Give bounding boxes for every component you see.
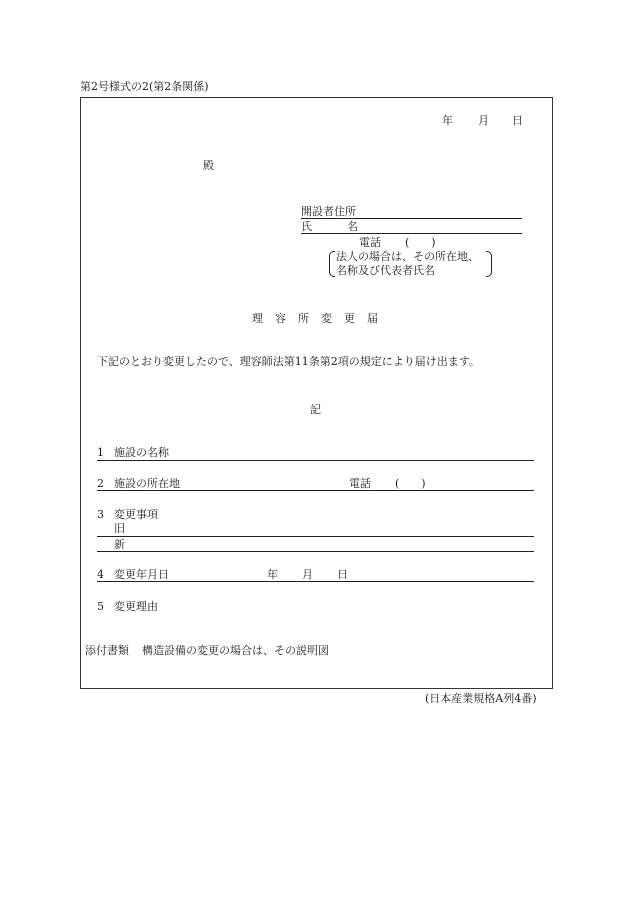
- date-day: 日: [512, 114, 523, 127]
- item-3-old: 旧: [114, 522, 125, 535]
- item-3-number: 3: [97, 508, 104, 521]
- corp-note-line2: 名称及び代表者氏名: [336, 264, 435, 277]
- item-1-underline: [97, 460, 534, 461]
- item-2-underline: [97, 490, 534, 491]
- item-3-new: 新: [114, 538, 125, 551]
- item-3-new-underline: [97, 551, 534, 552]
- date-year: 年: [442, 114, 453, 127]
- item-4-day: 日: [337, 568, 348, 581]
- body-text: 下記のとおり変更したので、理容師法第11条第2項の規定により届け出ます。: [97, 355, 480, 368]
- phone-parens: ( ): [405, 236, 436, 249]
- item-1-number: 1: [97, 446, 104, 459]
- document-title: 理容所変更届: [252, 312, 390, 325]
- item-1-label: 施設の名称: [114, 446, 169, 459]
- address-underline: [301, 218, 522, 219]
- date-month: 月: [478, 114, 489, 127]
- name-label-2: 名: [347, 220, 358, 233]
- item-2-phone-label: 電話: [349, 477, 371, 490]
- address-label: 開設者住所: [301, 205, 356, 218]
- item-4-label: 変更年月日: [114, 568, 169, 581]
- item-4-number: 4: [97, 568, 104, 581]
- attachments-text: 構造設備の変更の場合は、その説明図: [142, 644, 329, 657]
- attachments-label: 添付書類: [85, 644, 129, 657]
- name-underline: [301, 233, 522, 234]
- item-2-label: 施設の所在地: [114, 477, 180, 490]
- item-4-underline: [97, 581, 534, 582]
- item-2-number: 2: [97, 477, 104, 490]
- jis-standard-note: (日本産業規格A列4番): [425, 692, 537, 705]
- item-4-month: 月: [302, 568, 313, 581]
- phone-label: 電話: [359, 236, 381, 249]
- bracket-left: [329, 251, 335, 277]
- item-4-year: 年: [267, 568, 278, 581]
- item-5-label: 変更理由: [114, 600, 158, 613]
- ki-label: 記: [310, 403, 321, 416]
- addressee-suffix: 殿: [203, 159, 214, 172]
- corp-note-line1: 法人の場合は、その所在地、: [336, 250, 479, 263]
- name-label-1: 氏: [301, 220, 312, 233]
- item-3-label: 変更事項: [114, 508, 158, 521]
- bracket-right: [486, 251, 492, 277]
- form-number: 第2号様式の2(第2条関係): [80, 80, 209, 93]
- item-2-phone-parens: ( ): [395, 477, 426, 490]
- item-3-old-underline: [97, 536, 534, 537]
- item-5-number: 5: [97, 600, 104, 613]
